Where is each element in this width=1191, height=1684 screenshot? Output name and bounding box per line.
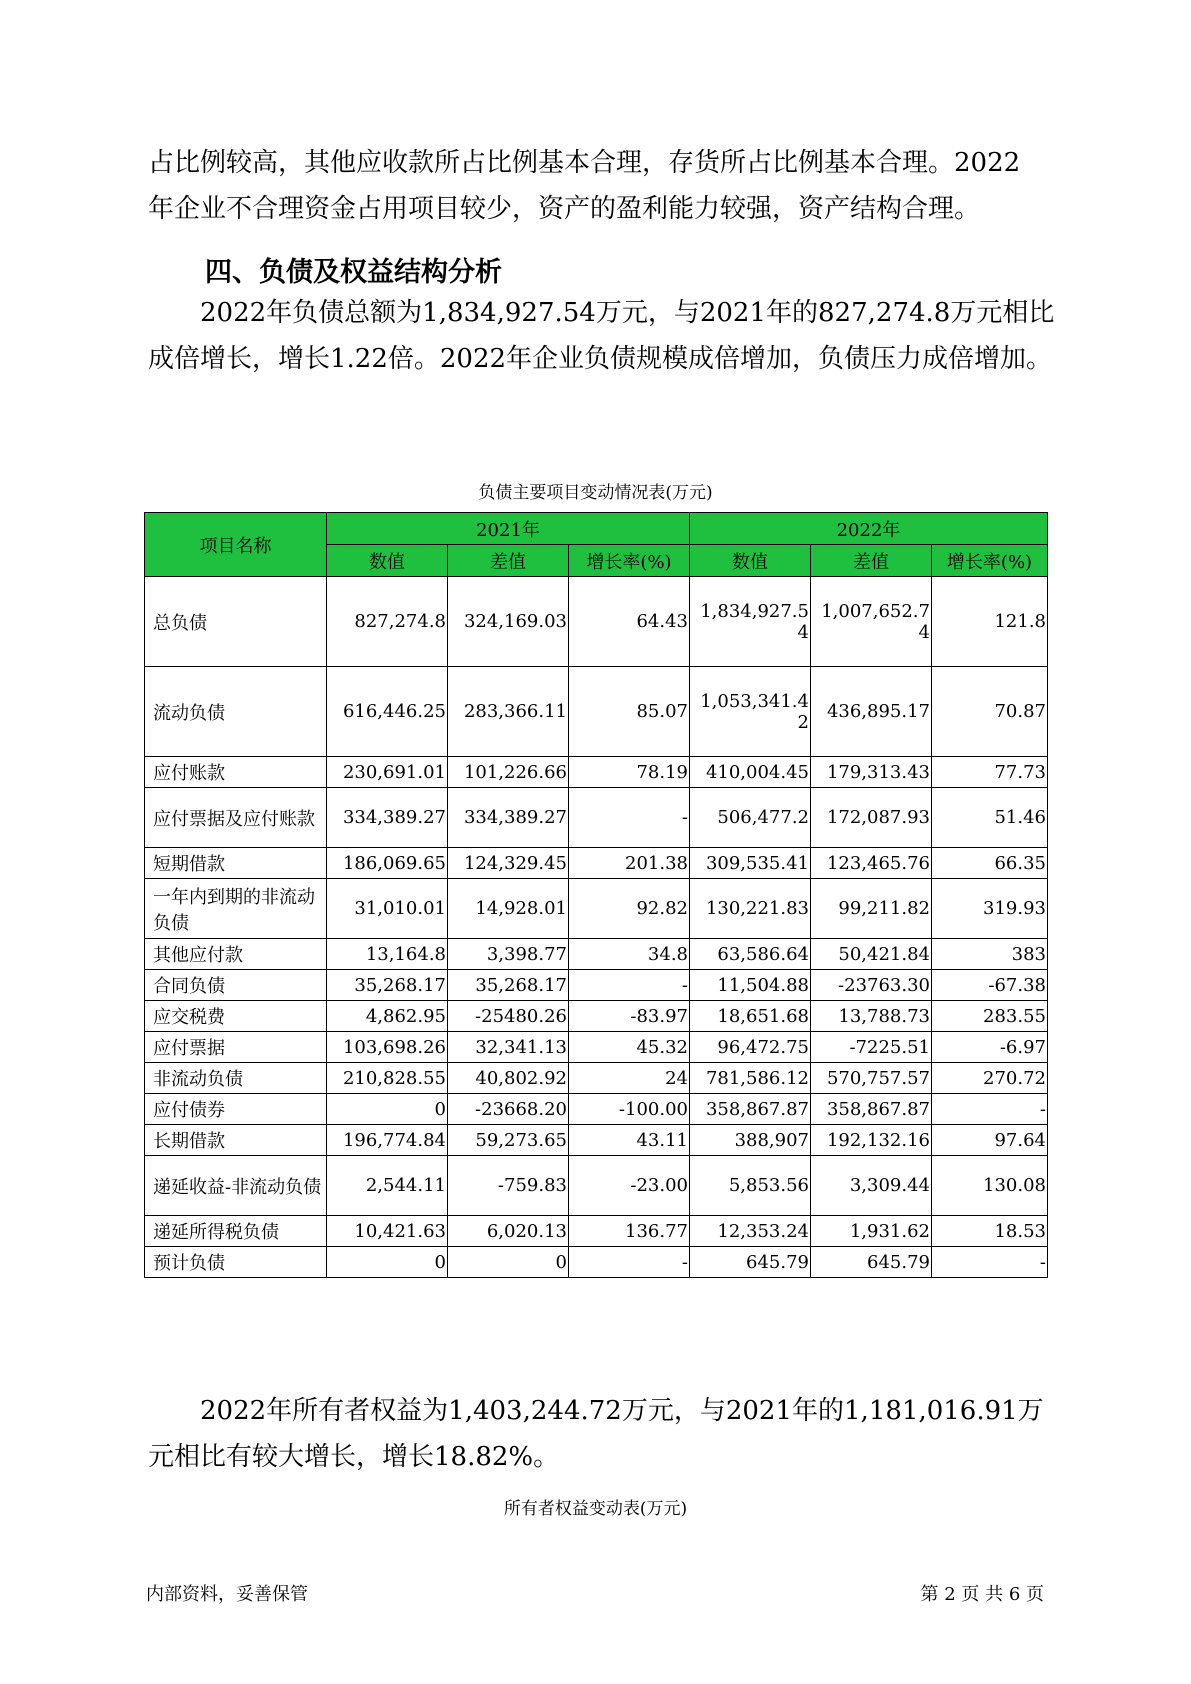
row-value-cell: 410,004.45 [690, 757, 811, 788]
row-value-cell: 92.82 [569, 879, 690, 939]
table-row [145, 1247, 1048, 1278]
row-value-cell: 66.35 [932, 848, 1048, 879]
row-value-cell: 210,828.55 [327, 1063, 448, 1094]
row-value-cell: 103,698.26 [327, 1032, 448, 1063]
row-value-cell: 781,586.12 [690, 1063, 811, 1094]
subheader-value-2022: 数值 [690, 545, 811, 577]
row-value-cell: -67.38 [932, 970, 1048, 1001]
row-value-cell: 570,757.57 [811, 1063, 932, 1094]
row-value-cell: 136.77 [569, 1216, 690, 1247]
row-value-cell: 24 [569, 1063, 690, 1094]
row-value-cell: 383 [932, 939, 1048, 970]
row-value-cell: 179,313.43 [811, 757, 932, 788]
row-value-cell: 0 [448, 1247, 569, 1278]
liability-table-caption: 负债主要项目变动情况表(万元) [478, 483, 713, 503]
row-value-cell: - [569, 788, 690, 848]
row-value-cell: 309,535.41 [690, 848, 811, 879]
table-row [145, 939, 1048, 970]
row-value-cell: 31,010.01 [327, 879, 448, 939]
subheader-diff-2021: 差值 [448, 545, 569, 577]
row-value-cell: 645.79 [690, 1247, 811, 1278]
row-value-cell: 130,221.83 [690, 879, 811, 939]
intro-paragraph [148, 140, 1068, 232]
row-value-cell: 99,211.82 [811, 879, 932, 939]
row-value-cell: -759.83 [448, 1156, 569, 1216]
row-value-cell: 50,421.84 [811, 939, 932, 970]
footer-page-number: 第 2 页 共 6 页 [920, 1584, 1044, 1605]
row-value-cell: -6.97 [932, 1032, 1048, 1063]
row-item-name: 递延所得税负债 [145, 1216, 327, 1247]
row-value-cell: 85.07 [569, 667, 690, 757]
row-value-cell: 388,907 [690, 1125, 811, 1156]
row-item-name: 预计负债 [145, 1247, 327, 1278]
row-value-cell: 13,788.73 [811, 1001, 932, 1032]
row-value-cell: 77.73 [932, 757, 1048, 788]
table-row [145, 879, 1048, 939]
row-value-cell: 51.46 [932, 788, 1048, 848]
row-item-name: 递延收益-非流动负债 [145, 1156, 327, 1216]
table-row [145, 577, 1048, 667]
table-row [145, 1063, 1048, 1094]
row-value-cell: 3,309.44 [811, 1156, 932, 1216]
row-value-cell: 358,867.87 [690, 1094, 811, 1125]
table-row [145, 970, 1048, 1001]
row-value-cell: 70.87 [932, 667, 1048, 757]
table-row [145, 1001, 1048, 1032]
row-value-cell: - [932, 1094, 1048, 1125]
row-item-name: 一年内到期的非流动负债 [145, 879, 327, 939]
header-year-2021: 2021年 [327, 513, 690, 545]
row-value-cell: 34.8 [569, 939, 690, 970]
row-value-cell: -23668.20 [448, 1094, 569, 1125]
subheader-diff-2022: 差值 [811, 545, 932, 577]
row-value-cell: 196,774.84 [327, 1125, 448, 1156]
row-item-name: 应交税费 [145, 1001, 327, 1032]
equity-table-caption: 所有者权益变动表(万元) [503, 1499, 688, 1519]
row-item-name: 应付账款 [145, 757, 327, 788]
liability-table-body [145, 577, 1048, 1278]
row-value-cell: - [569, 1247, 690, 1278]
row-value-cell: 334,389.27 [448, 788, 569, 848]
table-row [145, 1094, 1048, 1125]
row-value-cell: 186,069.65 [327, 848, 448, 879]
row-value-cell: 1,007,652.74 [811, 577, 932, 667]
row-value-cell: 13,164.8 [327, 939, 448, 970]
row-value-cell: 1,931.62 [811, 1216, 932, 1247]
row-value-cell: -83.97 [569, 1001, 690, 1032]
table-row [145, 1156, 1048, 1216]
row-value-cell: 827,274.8 [327, 577, 448, 667]
row-value-cell: 96,472.75 [690, 1032, 811, 1063]
row-value-cell: 59,273.65 [448, 1125, 569, 1156]
header-year-2022: 2022年 [690, 513, 1048, 545]
table-row [145, 757, 1048, 788]
row-value-cell: 35,268.17 [327, 970, 448, 1001]
table-row [145, 1032, 1048, 1063]
row-value-cell: 230,691.01 [327, 757, 448, 788]
row-value-cell: 130.08 [932, 1156, 1048, 1216]
row-value-cell: 172,087.93 [811, 788, 932, 848]
row-value-cell: 1,834,927.54 [690, 577, 811, 667]
row-item-name: 合同负债 [145, 970, 327, 1001]
row-value-cell: 319.93 [932, 879, 1048, 939]
row-value-cell: 35,268.17 [448, 970, 569, 1001]
row-value-cell: 2,544.11 [327, 1156, 448, 1216]
row-value-cell: 0 [327, 1247, 448, 1278]
row-value-cell: 4,862.95 [327, 1001, 448, 1032]
row-value-cell: 10,421.63 [327, 1216, 448, 1247]
row-item-name: 流动负债 [145, 667, 327, 757]
row-item-name: 其他应付款 [145, 939, 327, 970]
row-value-cell: 18,651.68 [690, 1001, 811, 1032]
equity-paragraph-text: 2022年所有者权益为1,403,244.72万元，与2021年的1,181,016.91万元相比有较大增长，增长18.82%。 [148, 1396, 1044, 1472]
row-item-name: 长期借款 [145, 1125, 327, 1156]
table-row [145, 1216, 1048, 1247]
row-item-name: 应付债券 [145, 1094, 327, 1125]
row-value-cell: 121.8 [932, 577, 1048, 667]
row-value-cell: -23.00 [569, 1156, 690, 1216]
row-value-cell: 40,802.92 [448, 1063, 569, 1094]
equity-paragraph [148, 1388, 1068, 1480]
row-value-cell: 270.72 [932, 1063, 1048, 1094]
header-item-name: 项目名称 [145, 513, 327, 577]
row-value-cell: 101,226.66 [448, 757, 569, 788]
row-value-cell: 32,341.13 [448, 1032, 569, 1063]
row-item-name: 短期借款 [145, 848, 327, 879]
section-heading: 四、负债及权益结构分析 [205, 257, 502, 288]
row-value-cell: 12,353.24 [690, 1216, 811, 1247]
row-value-cell: 283,366.11 [448, 667, 569, 757]
row-value-cell: 5,853.56 [690, 1156, 811, 1216]
row-value-cell: -23763.30 [811, 970, 932, 1001]
table-row [145, 1125, 1048, 1156]
row-item-name: 非流动负债 [145, 1063, 327, 1094]
row-value-cell: 3,398.77 [448, 939, 569, 970]
row-value-cell: 616,446.25 [327, 667, 448, 757]
row-value-cell: 1,053,341.42 [690, 667, 811, 757]
row-value-cell: 6,020.13 [448, 1216, 569, 1247]
row-value-cell: 124,329.45 [448, 848, 569, 879]
row-value-cell: 436,895.17 [811, 667, 932, 757]
footer-confidential: 内部资料，妥善保管 [146, 1584, 308, 1605]
row-value-cell: - [569, 970, 690, 1001]
row-value-cell: 192,132.16 [811, 1125, 932, 1156]
row-value-cell: 43.11 [569, 1125, 690, 1156]
intro-line-2: 年企业不合理资金占用项目较少，资产的盈利能力较强，资产结构合理。 [148, 194, 981, 224]
debt-paragraph [148, 290, 1068, 382]
row-value-cell: 11,504.88 [690, 970, 811, 1001]
row-value-cell: 97.64 [932, 1125, 1048, 1156]
subheader-growth-2022: 增长率(%) [932, 545, 1048, 577]
row-value-cell: 283.55 [932, 1001, 1048, 1032]
row-item-name: 应付票据及应付账款 [145, 788, 327, 848]
row-value-cell: -100.00 [569, 1094, 690, 1125]
row-value-cell: 14,928.01 [448, 879, 569, 939]
row-value-cell: -7225.51 [811, 1032, 932, 1063]
row-item-name: 应付票据 [145, 1032, 327, 1063]
row-value-cell: 78.19 [569, 757, 690, 788]
row-value-cell: 123,465.76 [811, 848, 932, 879]
row-value-cell: 324,169.03 [448, 577, 569, 667]
row-value-cell: 0 [327, 1094, 448, 1125]
row-value-cell: 18.53 [932, 1216, 1048, 1247]
row-value-cell: 64.43 [569, 577, 690, 667]
row-item-name: 总负债 [145, 577, 327, 667]
row-value-cell: 645.79 [811, 1247, 932, 1278]
row-value-cell: 45.32 [569, 1032, 690, 1063]
subheader-value-2021: 数值 [327, 545, 448, 577]
table-row [145, 788, 1048, 848]
row-value-cell: 334,389.27 [327, 788, 448, 848]
row-value-cell: 201.38 [569, 848, 690, 879]
row-value-cell: - [932, 1247, 1048, 1278]
subheader-growth-2021: 增长率(%) [569, 545, 690, 577]
row-value-cell: 358,867.87 [811, 1094, 932, 1125]
table-row [145, 667, 1048, 757]
intro-line-1: 占比例较高，其他应收款所占比例基本合理，存货所占比例基本合理。2022 [148, 148, 1021, 178]
debt-paragraph-text: 2022年负债总额为1,834,927.54万元，与2021年的827,274.8万元相比成倍增长，增长1.22倍。2022年企业负债规模成倍增加，负债压力成倍增加。 [148, 298, 1055, 374]
table-row [145, 848, 1048, 879]
row-value-cell: 506,477.2 [690, 788, 811, 848]
row-value-cell: 63,586.64 [690, 939, 811, 970]
row-value-cell: -25480.26 [448, 1001, 569, 1032]
liability-table [144, 512, 1048, 1278]
